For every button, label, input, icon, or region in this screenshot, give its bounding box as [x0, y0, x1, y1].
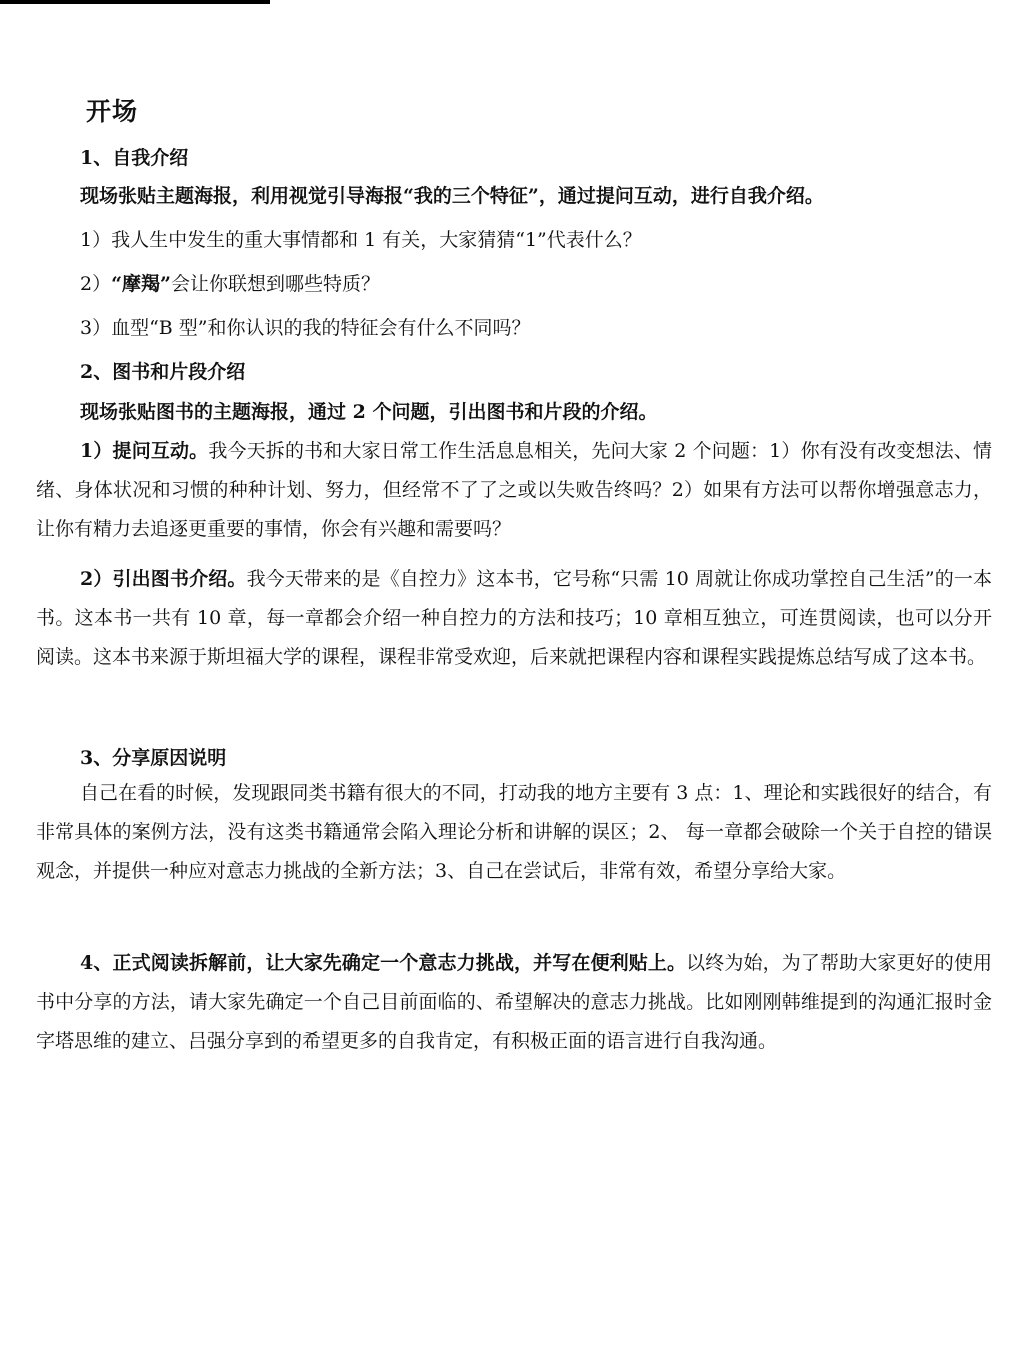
question-2	[80, 268, 380, 300]
question-1: 1）我人生中发生的重大事情都和 1 有关，大家猜猜“1”代表什么？	[80, 229, 642, 251]
paragraph-1-text: 我今天拆的书和大家日常工作生活息息相关，先问大家 2 个问题：1）你有没有改变想法、情绪、身体状况和习惯的种种计划、努力，但经常不了了之或以失败告终吗？2）如果有方法可以帮你增强意志力，让你有精力去追逐更重要的事情，你会有兴趣和需要吗？	[36, 440, 992, 540]
section-4-lead: 4、正式阅读拆解前，让大家先确定一个意志力挑战，并写在便利贴上。	[80, 952, 687, 974]
question-2-rest: 会让你联想到哪些特质？	[170, 273, 380, 295]
section-2-heading: 2、图书和片段介绍	[80, 361, 246, 383]
paragraph-2-lead: 2）引出图书介绍。	[80, 568, 247, 590]
section-3-paragraph: 自己在看的时候，发现跟同类书籍有很大的不同，打动我的地方主要有 3 点：1、理论和实践很好的结合，有非常具体的案例方法，没有这类书籍通常会陷入理论分析和讲解的误区；2、 每一章都会破除一个关于自控的错误观念，并提供一种应对意志力挑战的全新方法；3、自己在尝试后，非常有效，希望分享给大家。	[36, 782, 992, 882]
page-title: 开场	[86, 97, 139, 126]
section-2-paragraph-2	[36, 560, 992, 677]
section-2-intro: 现场张贴图书的主题海报，通过 2 个问题，引出图书和片段的介绍。	[80, 401, 658, 423]
section-3-heading: 3、分享原因说明	[80, 747, 227, 769]
section-1-intro: 现场张贴主题海报，利用视觉引导海报“我的三个特征”，通过提问互动，进行自我介绍。	[80, 185, 824, 207]
question-3: 3）血型“B 型”和你认识的我的特征会有什么不同吗？	[80, 317, 531, 339]
paragraph-2-text: 我今天带来的是《自控力》这本书，它号称“只需 10 周就让你成功掌控自己生活”的一本书。这本书一共有 10 章，每一章都会介绍一种自控力的方法和技巧；10 章相互独立，可连贯阅读，也可以分开阅读。这本书来源于斯坦福大学的课程，课程非常受欢迎，后来就把课程内容和课程实践提炼总结写成了这本书。	[36, 568, 992, 668]
paragraph-1-lead: 1）提问互动。	[80, 440, 209, 462]
section-1-heading: 1、自我介绍	[80, 147, 189, 169]
section-2-paragraph-1	[36, 432, 992, 549]
section-4-text: 以终为始，为了帮助大家更好的使用书中分享的方法，请大家先确定一个自己目前面临的、希望解决的意志力挑战。比如刚刚韩维提到的沟通汇报时金字塔思维的建立、吕强分享到的希望更多的自我肯定，有积极正面的语言进行自我沟通。	[36, 952, 992, 1052]
section-4-paragraph	[36, 944, 992, 1061]
question-2-keyword: “摩羯”	[111, 273, 171, 295]
question-2-prefix: 2）	[80, 273, 112, 295]
